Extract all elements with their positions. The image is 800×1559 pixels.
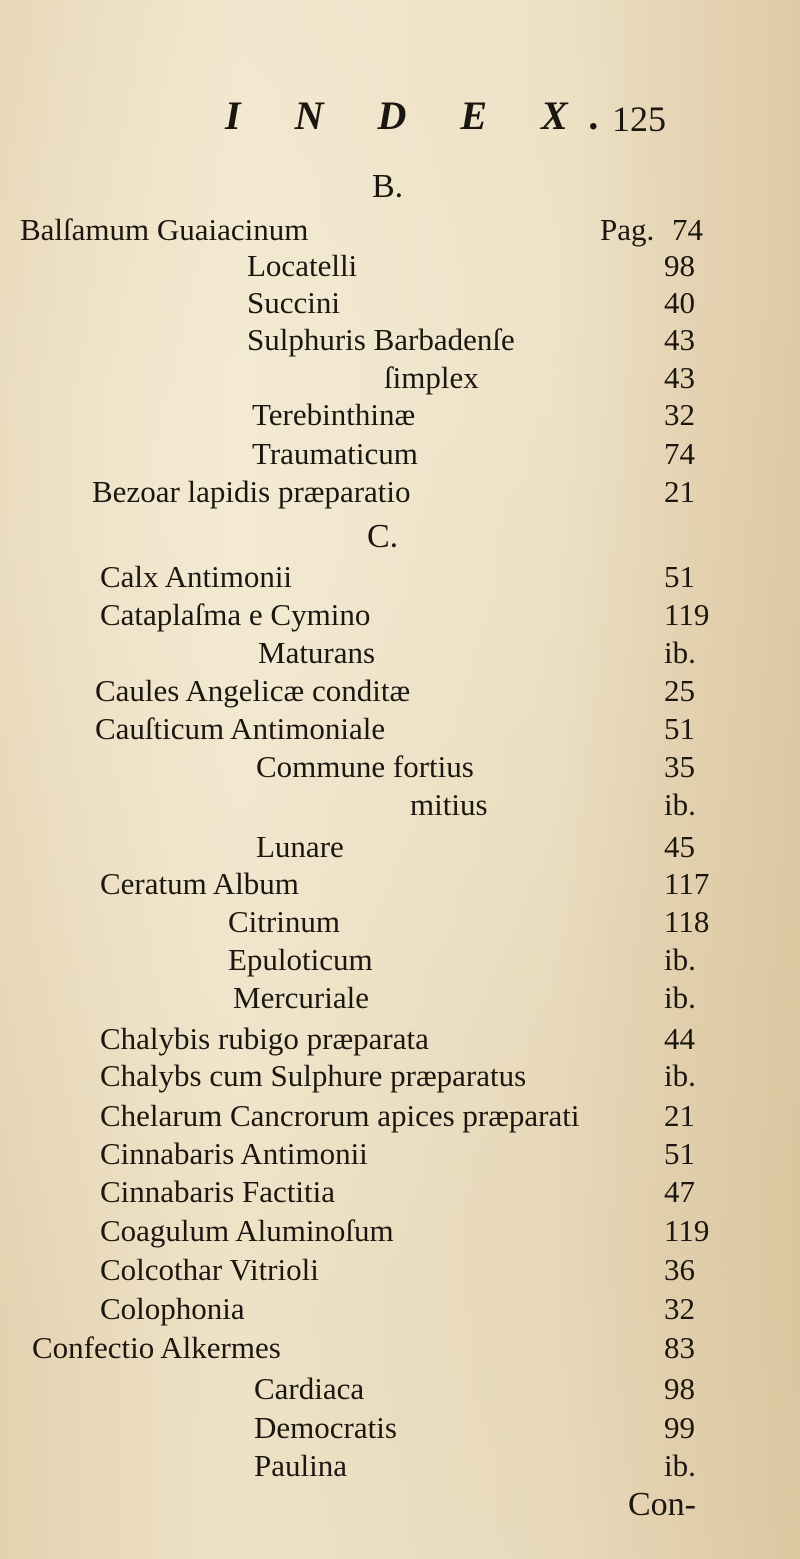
entry-text: Terebinthinæ [252,397,416,432]
entry-page: 32 [664,1291,695,1326]
index-entry [0,212,800,252]
index-entry [0,635,800,675]
entry-text: Balſamum Guaiacinum [20,212,309,247]
entry-text: Locatelli [247,248,358,283]
entry-text: Cauſticum Antimoniale [95,711,386,746]
entry-page: 98 [664,248,695,283]
running-header-title: I N D E X. [225,93,622,138]
entry-page: 36 [664,1252,695,1287]
entry-page: 43 [664,322,695,357]
entry-text: Calx Antimonii [100,559,293,594]
entry-text: Bezoar lapidis præparatio [92,474,411,509]
entry-text: Mercuriale [233,980,369,1015]
entry-page: ib. [664,1448,696,1483]
index-entry [0,360,800,400]
index-entry [0,711,800,751]
index-entry [0,980,800,1020]
entry-page: 119 [664,597,710,632]
index-entry [0,248,800,288]
entry-text: Lunare [256,829,344,864]
index-entry [0,1291,800,1331]
index-entry [0,1021,800,1061]
entry-text: Ceratum Album [100,866,299,901]
entry-text: Colcothar Vitrioli [100,1252,319,1287]
entry-text: Sulphuris Barbadenſe [247,322,515,357]
entry-text: ſimplex [384,360,479,395]
entry-page: 51 [664,1136,695,1171]
index-entry [0,787,800,827]
entry-page: 45 [664,829,695,864]
entry-text: Cinnabaris Antimonii [100,1136,368,1171]
entry-text: mitius [410,787,488,822]
index-entry [0,1252,800,1292]
index-entry [0,436,800,476]
index-entry [0,1448,800,1488]
entry-page: 51 [664,559,695,594]
index-entry [0,1174,800,1214]
entry-page: ib. [664,1058,696,1093]
entry-text: Maturans [258,635,376,670]
entry-page: 21 [664,474,695,509]
entry-page: ib. [664,942,696,977]
entry-page: ib. [664,787,696,822]
entry-page: ib. [664,635,696,670]
section-letter-c: C. [367,518,399,555]
index-entry [0,559,800,599]
index-entry [0,829,800,869]
entry-text: Chalybis rubigo præparata [100,1021,429,1056]
entry-page: 25 [664,673,695,708]
entry-text: Commune fortius [256,749,474,784]
entry-page: 98 [664,1371,695,1406]
entry-page: 74 [672,212,703,247]
entry-page: 99 [664,1410,695,1445]
entry-page: 51 [664,711,695,746]
index-entry [0,1410,800,1450]
index-entry [0,866,800,906]
entry-page: 119 [664,1213,710,1248]
entry-text: Chalybs cum Sulphure præparatus [100,1058,527,1093]
entry-page: 47 [664,1174,695,1209]
index-entry [0,1213,800,1253]
entry-text: Succini [247,285,340,320]
entry-page: 83 [664,1330,695,1365]
entry-text: Coagulum Aluminoſum [100,1213,394,1248]
entry-text: Democratis [254,1410,397,1445]
index-entry [0,397,800,437]
entry-page: 43 [664,360,695,395]
entry-text: Colophonia [100,1291,245,1326]
index-entry [0,904,800,944]
index-entry [0,1136,800,1176]
entry-text: Citrinum [228,904,340,939]
index-entry [0,749,800,789]
entry-page: 117 [664,866,710,901]
entry-page: 40 [664,285,695,320]
index-entry [0,285,800,325]
entry-text: Cataplaſma e Cymino [100,597,371,632]
page-number: 125 [612,99,666,139]
index-entry [0,1058,800,1098]
catchword: Con- [628,1486,696,1523]
entry-text: Epuloticum [228,942,373,977]
entry-page: 74 [664,436,695,471]
pag-label: Pag. [600,212,655,247]
entry-text: Cardiaca [254,1371,365,1406]
entry-page: 35 [664,749,695,784]
entry-page: 32 [664,397,695,432]
entry-text: Paulina [254,1448,347,1483]
index-entry [0,673,800,713]
section-letter-b: B. [372,168,404,205]
entry-page: 44 [664,1021,695,1056]
entry-text: Confectio Alkermes [32,1330,281,1365]
index-entry [0,322,800,362]
entry-page: 118 [664,904,710,939]
entry-page: 21 [664,1098,695,1133]
index-entry [0,474,800,514]
entry-text: Caules Angelicæ conditæ [95,673,411,708]
index-entry [0,1330,800,1370]
entry-text: Traumaticum [252,436,418,471]
entry-text: Chelarum Cancrorum apices præparati [100,1098,580,1133]
index-entry [0,597,800,637]
index-entry [0,1371,800,1411]
index-entry [0,1098,800,1138]
entry-page: ib. [664,980,696,1015]
index-entry [0,942,800,982]
entry-text: Cinnabaris Factitia [100,1174,336,1209]
